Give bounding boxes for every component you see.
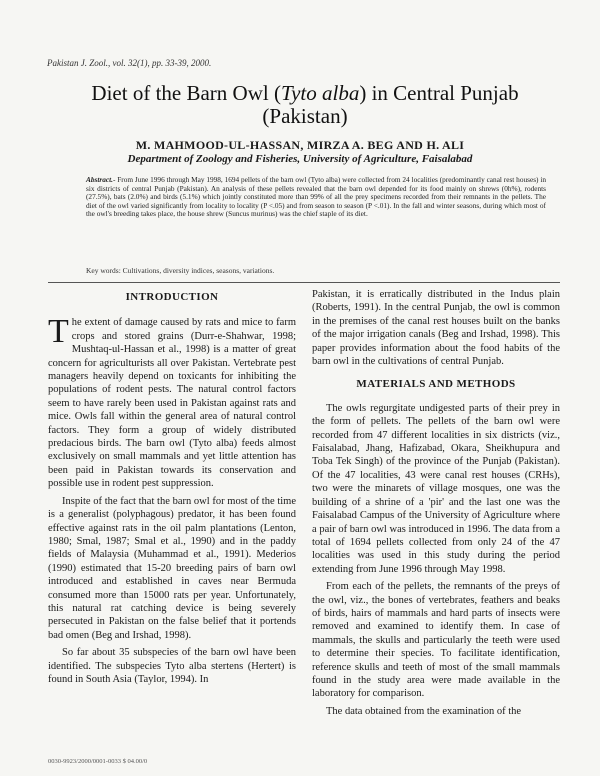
methods-heading: MATERIALS AND METHODS (356, 378, 516, 391)
intro-paragraph-1: The extent of damage caused by rats and mice to farm crops and stored grains (Durr-e-Shahwar, 1998; Mushtaq-ul-Hassan et al., 1998) is a matter of great concern for agriculturists all over Pakistan. Vertebrate pest managers heavily depend on toxicants for inhibiting the populations of rodent pests. The natural control factors seem to have rarely been used in Pakistan against rats and mice. Owls fall within the general area of natural control factors. They form a group of widely distributed predacious birds. The barn owl (Tyto alba) feeds almost exclusively on small mammals and yet little attention has been paid in Pakistan towards its conservation and possible use in rodent pest suppression. (48, 313, 296, 490)
introduction-heading: INTRODUCTION (125, 291, 219, 303)
abstract (86, 176, 546, 219)
methods-paragraph-1: The owls regurgitate undigested parts of their prey in the form of pellets. The pellets of the barn owl were recorded from 47 different localities in six districts (viz., Faisalabad, Jhang, Hafizabad, Okara, Sheikhupura and Toba Tek Singh) of the province of the Punjab (Pakistan). Of the 47 localities, 43 were canal rest houses (CRHs), two were the minarets of village mosques, one was the building of a shrine of a 'pir' and the last one was the Faisalabad Campus of the University of Agriculture where a pair of barn owl was introduced in 1996. The data from a total of 1694 pellets collected from only 24 of the 47 localities was used in this study during the period extending from June 1996 through May 1998. (312, 402, 560, 575)
intro-paragraph-3: So far about 35 subspecies of the barn owl have been identified. The subspecies Tyto alba stertens (Hertert) is found in South Asia (Taylor, 1994). In (48, 647, 296, 685)
left-column (48, 288, 296, 690)
abstract-text: - From June 1996 through May 1998, 1694 pellets of the barn owl (Tyto alba) were collected from 24 localities (predominantly canal rest houses) in six districts of central Punjab (Pakistan). An analysis of these pellets revealed that the barn owl depended for its food mainly on shrews (0h%), rodents (27.5%), bats (2.0%) and birds (5.1%) which jointly constituted more than 99% of all the prey specimens recorded from their remnants in the pellets. The diet of the owl varied significantly from locality to locality (P <.05) and from season to season (P <.01). In the fall and winter seasons, during which most of the owl's breeding takes place, the house shrew (Suncus murinus) was the chief staple of its diet. (86, 175, 546, 219)
abstract-label: Abstract. (86, 175, 113, 184)
methods-paragraph-2: From each of the pellets, the remnants of the preys of the owl, viz., the bones of vertebrates, feathers and beaks of birds, hairs of mammals and hard parts of insects were removed and examined to identify them. In case of mammals, the skulls and particularly the teeth were used to determine their species. To facilitate identification, reference skulls and teeth of most of the small mammals found in the study area were made available in the laboratory for comparison. (312, 581, 560, 700)
paper-title: Diet of the Barn Owl (Tyto alba) in Central Punjab (Pakistan) (91, 81, 519, 128)
affiliation: Department of Zoology and Fisheries, University of Agriculture, Faisalabad (127, 153, 473, 165)
footer-code: 0030-9923/2000/0001-0033 $ 04.00/0 (48, 758, 148, 765)
intro-continuation: Pakistan, it is erratically distributed in the Indus plain (Roberts, 1991). In the central Punjab, the owl is common in the premises of the canal rest houses built on the banks of the major irrigation canals (Beg and Irshad, 1998). This paper provides information about the food habits of the barn owl in the cultivations of central Punjab. (312, 289, 560, 368)
authors: M. MAHMOOD-UL-HASSAN, MIRZA A. BEG AND H. ALI (135, 138, 465, 152)
species-name: Tyto alba (280, 81, 360, 105)
methods-paragraph-3: The data obtained from the examination of the (326, 705, 522, 717)
journal-citation: Pakistan J. Zool., vol. 32(1), pp. 33-39, 2000. (47, 58, 212, 68)
right-column (312, 288, 560, 722)
divider (48, 282, 560, 283)
keywords: Key words: Cultivations, diversity indices, seasons, variations. (86, 266, 275, 275)
intro-paragraph-2: Inspite of the fact that the barn owl for most of the time is a generalist (polyphagous) predator, it has been found effective against rats in the oil palm plantations (Lenton, 1980; Smal, 1987; Smal et al., 1990) and in the paddy fields of Malaysia (Muhammad et al., 1991). Mederios (1990) estimated that 15-20 breeding pairs of barn owl introduced and established in caves near Bermuda consumed more than 15000 rats per year. Unfortunately, this natural rat catching device is being severely persecuted in Pakistan on the false belief that it portends bad omen (Beg and Irshad, 1998). (48, 495, 296, 641)
drop-cap: T (48, 313, 69, 351)
